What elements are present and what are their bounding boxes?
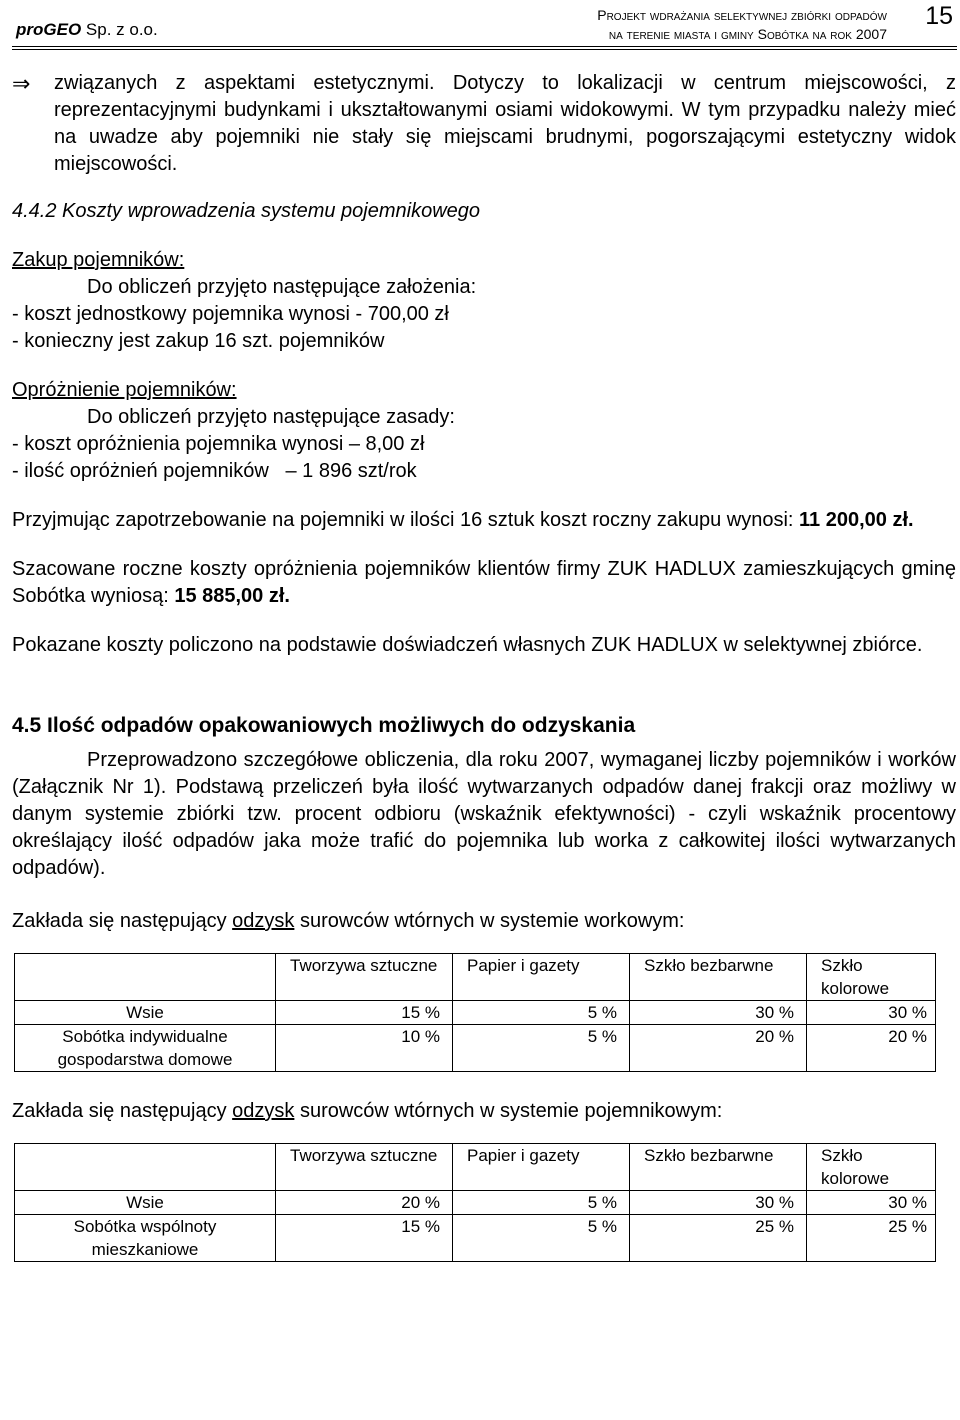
container-system-intro — [12, 1098, 956, 1125]
page-header — [12, 2, 957, 48]
table-row-label: Wsie — [15, 1191, 276, 1215]
bullet-paragraph — [12, 70, 956, 178]
table-row — [15, 1191, 936, 1215]
table-header-cell: Szkło kolorowe — [807, 954, 936, 1001]
header-rule-top — [12, 46, 957, 47]
table-header-cell: Tworzywa sztuczne — [276, 954, 453, 1001]
emptying-item-cost: - koszt opróżnienia pojemnika wynosi – 8,00 zł — [12, 433, 425, 455]
header-rule-bottom — [12, 49, 957, 50]
annual-purchase-text: Przyjmując zapotrzebowanie na pojemniki w ilości 16 sztuk koszt roczny zakupu wynosi: — [12, 509, 800, 531]
table-row-label: Sobótka wspólnoty mieszkaniowe — [15, 1215, 276, 1262]
document-title-line1: Projekt wdrażania selektywnej zbiórki odpadów — [597, 7, 887, 23]
table-cell: 5 % — [453, 1215, 630, 1262]
table-cell: 25 % — [630, 1215, 807, 1262]
table-cell: 15 % — [276, 1001, 453, 1025]
purchase-title: Zakup pojemników: — [12, 249, 185, 271]
company-brand — [16, 20, 158, 40]
brand-suffix: Sp. z o.o. — [81, 20, 158, 39]
table-cell: 30 % — [630, 1191, 807, 1215]
page-content — [12, 70, 956, 1262]
emptying-title: Opróżnienie pojemników: — [12, 379, 237, 401]
document-title-line2: na terenie miasta i gminy Sobótka na rok 2007 — [608, 26, 887, 42]
table-cell: 5 % — [453, 1025, 630, 1072]
container-intro-underlined: odzysk — [232, 1100, 295, 1122]
bag-intro-pre: Zakłada się następujący — [12, 910, 233, 932]
table-header-cell: Papier i gazety — [453, 1144, 630, 1191]
calculation-paragraph: Przeprowadzono szczegółowe obliczenia, dla roku 2007, wymaganej liczby pojemników i worków (Załącznik Nr 1). Podstawą przeliczeń była ilość wytwarzanych odpadów danej frakcji oraz możliwy w danym systemie zbiórki tzw. procent odbioru (wskaźnik efektywności) - czyli wskaźnik procentowy określający ilość odpadów jaka może trafić do pojemnika lub worka z całkowitej ilości wytwarzanych odpadów). — [12, 749, 956, 879]
table-row-label: Wsie — [15, 1001, 276, 1025]
annual-emptying-text: Szacowane roczne koszty opróżnienia pojemników klientów firmy ZUK HADLUX zamieszkujących gminę Sobótka wyniosą: — [12, 558, 956, 607]
annual-emptying-paragraph — [12, 556, 956, 610]
purchase-item-quantity: - konieczny jest zakup 16 szt. pojemników — [12, 330, 385, 352]
table-cell: 15 % — [276, 1215, 453, 1262]
costs-basis-paragraph: Pokazane koszty policzono na podstawie doświadczeń własnych ZUK HADLUX w selektywnej zbiórce. — [12, 634, 923, 656]
table-header-cell: Papier i gazety — [453, 954, 630, 1001]
bag-intro-post: surowców wtórnych w systemie workowym: — [294, 910, 685, 932]
table-header-cell: Tworzywa sztuczne — [276, 1144, 453, 1191]
purchase-item-unit-cost: - koszt jednostkowy pojemnika wynosi - 700,00 zł — [12, 303, 449, 325]
document-title — [597, 6, 887, 44]
table-corner-cell — [15, 1144, 276, 1191]
table-row-label: Sobótka indywidualne gospodarstwa domowe — [15, 1025, 276, 1072]
bag-intro-underlined: odzysk — [232, 910, 295, 932]
table-cell: 5 % — [453, 1191, 630, 1215]
table-cell: 25 % — [807, 1215, 936, 1262]
table-cell: 20 % — [807, 1025, 936, 1072]
container-intro-post: surowców wtórnych w systemie pojemnikowym: — [294, 1100, 723, 1122]
container-system-table — [14, 1143, 936, 1262]
table-header-cell: Szkło bezbarwne — [630, 954, 807, 1001]
annual-emptying-amount: 15 885,00 zł. — [174, 585, 290, 607]
brand-name: proGEO — [16, 20, 82, 39]
emptying-intro: Do obliczeń przyjęto następujące zasady: — [87, 406, 455, 428]
purchase-block — [12, 247, 956, 355]
table-header-row — [15, 954, 936, 1001]
table-row — [15, 1025, 936, 1072]
table-cell: 5 % — [453, 1001, 630, 1025]
bullet-text: związanych z aspektami estetycznymi. Dotyczy to lokalizacji w centrum miejscowości, z reprezentacyjnymi budynkami i ukształtowanymi osiami widokowymi. W tym przypadku należy mieć na uwadze aby pojemniki nie stały się miejscami brudnymi, pogorszającymi estetyczny widok miejscowości. — [54, 72, 956, 175]
table-cell: 30 % — [630, 1001, 807, 1025]
table-header-cell: Szkło kolorowe — [807, 1144, 936, 1191]
annual-purchase-amount: 11 200,00 zł. — [799, 509, 914, 531]
arrow-bullet-icon: ⇒ — [12, 71, 31, 96]
table-row — [15, 1215, 936, 1262]
bag-system-table — [14, 953, 936, 1072]
table-corner-cell — [15, 954, 276, 1001]
table-header-row — [15, 1144, 936, 1191]
section-heading-4-5: 4.5 Ilość odpadów opakowaniowych możliwych do odzyskania — [12, 714, 636, 737]
table-cell: 20 % — [630, 1025, 807, 1072]
purchase-intro: Do obliczeń przyjęto następujące założenia: — [87, 276, 477, 298]
emptying-block — [12, 377, 956, 485]
annual-purchase-paragraph — [12, 507, 956, 534]
page-number: 15 — [925, 2, 953, 30]
table-cell: 30 % — [807, 1001, 936, 1025]
container-intro-pre: Zakłada się następujący — [12, 1100, 233, 1122]
section-heading-4-4-2: 4.4.2 Koszty wprowadzenia systemu pojemnikowego — [12, 200, 481, 222]
table-header-cell: Szkło bezbarwne — [630, 1144, 807, 1191]
table-row — [15, 1001, 936, 1025]
table-cell: 30 % — [807, 1191, 936, 1215]
table-cell: 10 % — [276, 1025, 453, 1072]
emptying-item-count: - ilość opróżnień pojemników – 1 896 szt/rok — [12, 460, 417, 482]
table-cell: 20 % — [276, 1191, 453, 1215]
bag-system-intro — [12, 908, 956, 935]
